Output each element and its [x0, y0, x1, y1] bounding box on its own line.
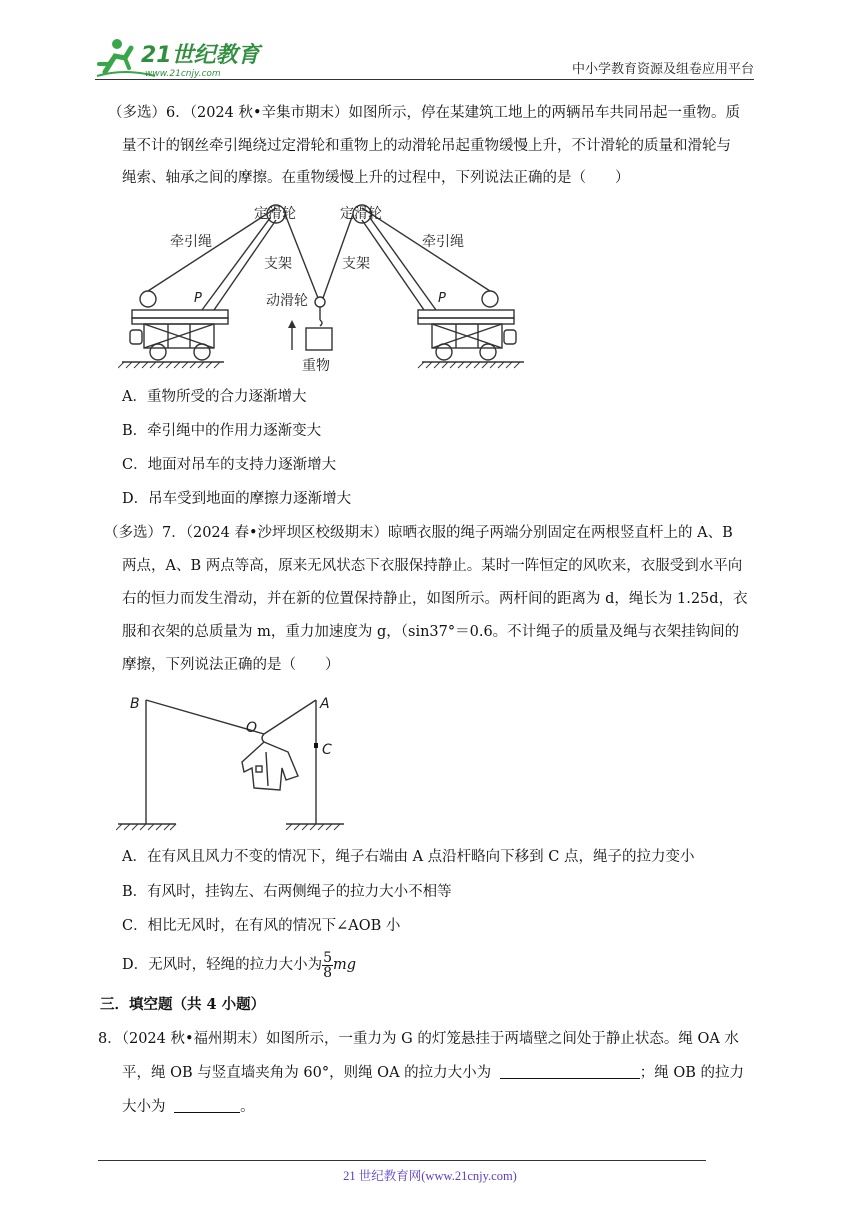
q7-option-d-prefix: D．无风时，轻绳的拉力大小为 [122, 957, 323, 973]
fraction-denominator: 8 [323, 964, 333, 981]
fixed-pulley-left-label: 定滑轮 [254, 206, 296, 222]
platform-name: 中小学教育资源及组卷应用平台 [571, 62, 754, 77]
up-arrow-icon [288, 320, 296, 328]
movable-pulley-label: 动滑轮 [266, 293, 308, 309]
support-right-label: 支架 [342, 256, 370, 272]
section-title: 三．填空题（共 4 小题） [100, 996, 266, 1013]
logo-brand-text: 21世纪教育 [141, 43, 260, 68]
point-c-label: C [322, 742, 332, 758]
q7-stem-line2: 两点，A、B 两点等高，原来无风状态下衣服保持静止。某时一阵恒定的风吹来，衣服受到水平向 [122, 558, 743, 574]
answer-blank-ob[interactable] [174, 1096, 240, 1113]
q6-option-d: D．吊车受到地面的摩擦力逐渐增大 [122, 491, 352, 507]
q8-line2 [122, 1058, 744, 1088]
fraction-numerator: 5 [323, 949, 333, 966]
crane-figure [118, 198, 528, 376]
answer-blank-oa[interactable] [500, 1062, 640, 1079]
header-divider [95, 79, 754, 80]
logo-url-text: www.21cnjy.com [145, 69, 221, 79]
q8-line1: 8．（2024 秋•福州期末）如图所示，一重力为 G 的灯笼悬挂于两墙壁之间处于静止状态。绳 OA 水 [98, 1031, 739, 1047]
fraction-five-eighths [322, 951, 333, 980]
q8-line3 [122, 1092, 255, 1122]
q7-stem-line1: （多选）7．（2024 春•沙坪坝区校级期末）晾晒衣服的绳子两端分别固定在两根竖直杆上的 A、B [104, 525, 733, 541]
q7-option-c: C．相比无风时，在有风的情况下∠AOB 小 [122, 918, 401, 934]
q6-stem-line2: 量不计的钢丝牵引绳绕过定滑轮和重物上的动滑轮吊起重物缓慢上升，不计滑轮的质量和滑轮与 [122, 138, 731, 154]
q6-stem-line3: 绳索、轴承之间的摩擦。在重物缓慢上升的过程中，下列说法正确的是（ ） [122, 170, 630, 186]
point-b-label: B [130, 696, 140, 712]
rope-right-label: 牵引绳 [422, 234, 464, 250]
q8-line3-a: 大小为 [122, 1099, 166, 1115]
footer-text: 21 世纪教育网(www.21cnjy.com) [343, 1169, 517, 1183]
clothesline-figure [116, 688, 356, 834]
q8-line2-a: 平，绳 OB 与竖直墙夹角为 60°，则绳 OA 的拉力大小为 [122, 1065, 492, 1081]
q7-option-a: A．在有风且风力不变的情况下，绳子右端由 A 点沿杆略向下移到 C 点，绳子的拉力变小 [122, 849, 695, 865]
p-left-label: P [194, 291, 202, 306]
support-left-label: 支架 [264, 256, 292, 272]
q8-line3-b: 。 [240, 1099, 255, 1115]
point-o-label: O [246, 720, 258, 736]
q6-option-b: B．牵引绳中的作用力逐渐变大 [122, 423, 322, 439]
q6-option-c: C．地面对吊车的支持力逐渐增大 [122, 457, 337, 473]
q8-line2-b: ；绳 OB 的拉力 [639, 1065, 745, 1081]
q7-stem-line3: 右的恒力而发生滑动，并在新的位置保持静止，如图所示。两杆间的距离为 d，绳长为 1.25d，衣 [122, 591, 748, 607]
runner-logo-icon [95, 34, 265, 80]
q6-option-a: A．重物所受的合力逐渐增大 [122, 389, 307, 405]
fixed-pulley-right-label: 定滑轮 [340, 206, 382, 222]
q7-stem-line5: 摩擦，下列说法正确的是（ ） [122, 657, 340, 673]
weight-label: 重物 [302, 358, 330, 374]
q6-stem-line1: （多选）6．（2024 秋•辛集市期末）如图所示，停在某建筑工地上的两辆吊车共同吊起一重物。质 [108, 105, 741, 121]
rope-left-label: 牵引绳 [170, 234, 212, 250]
site-logo [95, 34, 265, 80]
q7-stem-line4: 服和衣架的总质量为 m，重力加速度为 g，（sin37°＝0.6。不计绳子的质量及绳与衣架挂钩间的 [122, 624, 740, 640]
q7-option-b: B．有风时，挂钩左、右两侧绳子的拉力大小不相等 [122, 884, 452, 900]
p-right-label: P [438, 291, 446, 306]
footer-divider [98, 1160, 706, 1161]
q7-option-d-suffix: mg [333, 957, 357, 973]
point-a-label: A [320, 696, 330, 712]
q7-option-d [122, 950, 356, 980]
